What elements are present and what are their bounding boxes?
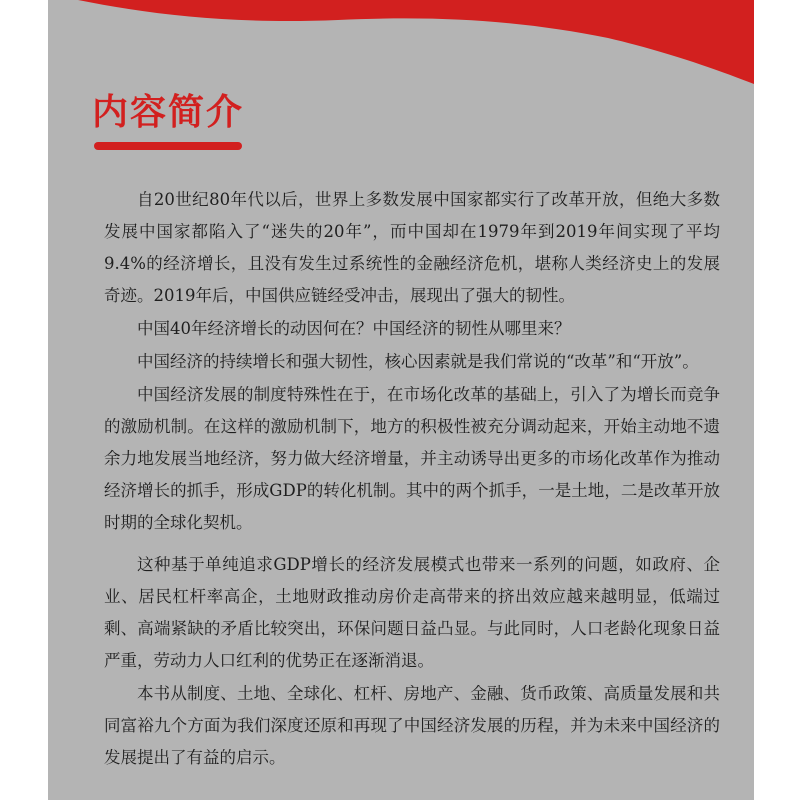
paragraph: 中国经济发展的制度特殊性在于，在市场化改革的基础上，引入了为增长而竞争的激励机制。在这样的激励机制下，地方的积极性被充分调动起来，开始主动地不遗余力地发展当地经济，努力做大经济增量，并主动诱导出更多的市场化改革作为推动经济增长的抓手，形成GDP的转化机制。其中的两个抓手，一是土地，二是改革开放时期的全球化契机。 [104,385,720,532]
red-wave-decoration [48,0,754,90]
section-heading: 内容简介 [92,92,245,133]
paragraph: 本书从制度、土地、全球化、杠杆、房地产、金融、货币政策、高质量发展和共同富裕九个方面为我们深度还原和再现了中国经济发展的历程，并为未来中国经济的发展提出了有益的启示。 [104,684,720,767]
heading-underline [94,142,242,150]
content-panel [48,0,754,800]
paragraph: 中国经济的持续增长和强大韧性，核心因素就是我们常说的“改革”和“开放”。 [137,352,699,371]
paragraph: 自20世纪80年代以后，世界上多数发展中国家都实行了改革开放，但绝大多数发展中国家都陷入了“迷失的20年”，而中国却在1979年到2019年间实现了平均9.4%的经济增长，且没有发生过系统性的金融经济危机，堪称人类经济史上的发展奇迹。2019年后，中国供应链经受冲击，展现出了强大的韧性。 [104,190,720,305]
paragraph: 这种基于单纯追求GDP增长的经济发展模式也带来一系列的问题，如政府、企业、居民杠杆率高企，土地财政推动房价走高带来的挤出效应越来越明显，低端过剩、高端紧缺的矛盾比较突出，环保问题日益凸显。与此同时，人口老龄化现象日益严重，劳动力人口红利的优势正在逐渐消退。 [104,555,720,670]
paragraph: 中国40年经济增长的动因何在？中国经济的韧性从哪里来？ [137,319,571,338]
synopsis-body [104,184,720,774]
